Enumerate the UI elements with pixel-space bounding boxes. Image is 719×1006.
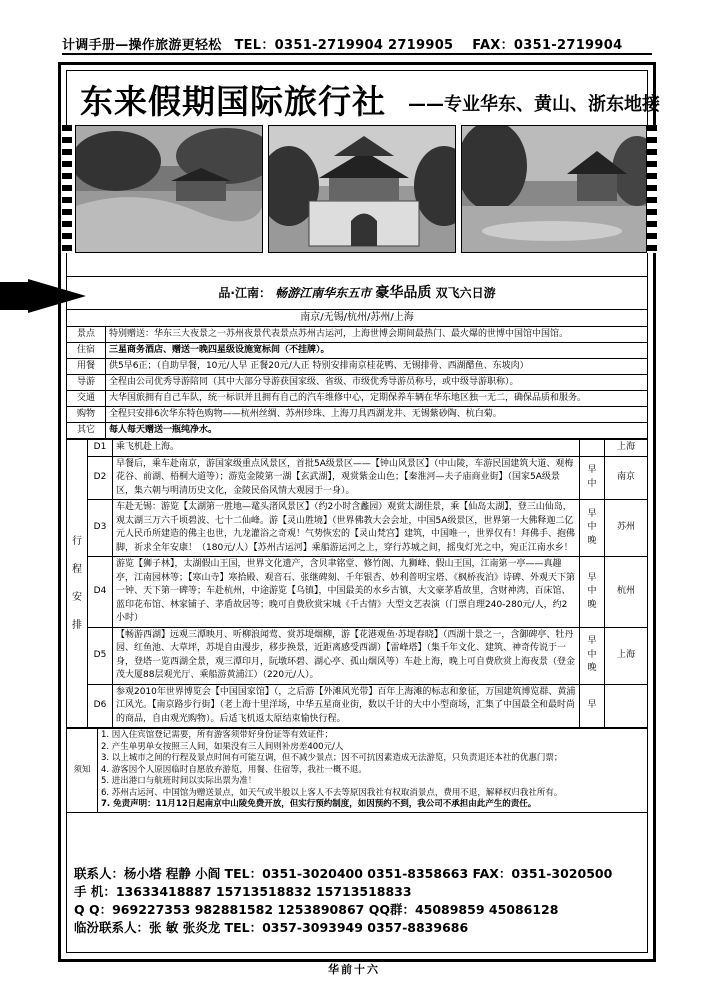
note-item: 3. 以上城市之间的行程及景点时间有可能互调，但不减少景点；因不可抗因素造成无法游览，只负责退还本社的优惠门票； (101, 753, 563, 763)
schedule-row (67, 456, 648, 500)
day-city (605, 684, 648, 728)
day-number: D6 (88, 684, 113, 728)
info-label: 其它 (67, 423, 106, 439)
day-number: D1 (88, 440, 113, 457)
info-label: 交通 (67, 391, 106, 407)
tour-section (66, 276, 648, 813)
top-rule (62, 53, 652, 55)
tour-route: 南京/无锡/杭州/苏州/上海 (300, 312, 414, 323)
day-meals (580, 440, 605, 457)
note-item: 7. 免责声明：11月12日起南京中山陵免费开放，但实行预约制度，如因预约不到，我公司不承担由此产生的责任。 (101, 799, 537, 809)
schedule-row (67, 557, 648, 628)
info-label: 导游 (67, 375, 106, 391)
note-item: 5. 进出港口与航班时间以实际出票为准！ (101, 776, 257, 786)
schedule-row (67, 500, 648, 557)
day-meals: 早 中 晚 (580, 557, 605, 628)
info-row (67, 343, 648, 359)
header-fax: FAX：0351-2719904 (472, 38, 623, 53)
contact-line: 临汾联系人：张 敏 张炎龙 TEL：0357-3093949 0357-8839686 (74, 920, 469, 935)
schedule-table (66, 439, 648, 728)
day-meals: 早 中 晚 (580, 627, 605, 684)
info-label: 景点 (67, 327, 106, 343)
schedule-row (67, 627, 648, 684)
contact-block (74, 865, 612, 937)
day-itinerary: 车赴无锡：游览【太湖第一胜地—鼋头渚风景区】（约2小时含蠡园）观赏太湖佳景，乘【仙岛太湖】，登三山仙岛，观太湖三万六千顷碧波、七十二仙峰。游【灵山胜境】（世界佛教大会会址，中国5A级景区，世界第一大佛释迦二亿元人民币所建造的佛主也世，九龙灌浴之奇观！气势恢宏的【灵山梵宫】建筑，中国唯一，世界仅有！拜佛手、抱佛脚，祈求全年安康！（180元/人）【苏州古运河】乘船游运河之上，穿行苏城之间，摇曳灯光之中，宛正江南水乡！ (113, 500, 580, 557)
schedule-row (67, 440, 648, 457)
note-item: 1. 因入住宾馆登记需要，所有游客须带好身份证等有效证件； (101, 730, 333, 740)
day-meals: 早 中 晚 (580, 500, 605, 557)
pavilion-pond-photo (461, 125, 647, 253)
city-gate-tower-photo (268, 125, 456, 253)
day-city: 上海 (605, 627, 648, 684)
agency-tagline: ——专业华东、黄山、浙东地接 (408, 94, 660, 115)
day-number: D4 (88, 557, 113, 628)
info-text: 每人每天赠送一瓶纯净水。 (106, 423, 648, 439)
day-itinerary: 早餐后，乘车赴南京，游国家级重点风景区，首批5A级景区——【钟山风景区】（中山陵，车游民国建筑大道、观梅花谷、前湖、梧桐大道等）；游览金陵第一湖【玄武湖】，观赏紫金山色；【秦淮河—夫子庙商业街】（国家5A级景区，集六朝与明清历史文化，金陵民俗风情大观园于一身）。 (113, 456, 580, 500)
header-tel: TEL：0351-2719904 2719905 (234, 38, 454, 53)
info-row (67, 375, 648, 391)
info-row (67, 327, 648, 343)
info-row (67, 359, 648, 375)
day-city: 苏州 (605, 500, 648, 557)
info-row (67, 407, 648, 423)
top-banner (62, 34, 652, 52)
day-number: D2 (88, 456, 113, 500)
film-strip-right (647, 125, 657, 253)
info-label: 用餐 (67, 359, 106, 375)
day-itinerary: 游览【狮子林】，太湖假山王国，世界文化遗产，含贝聿铭堂、修竹阁、九狮峰、假山王国，江南第一亭——真趣亭，江南园林等；【寒山寺】寒拾殿、观音石、张继碑刻、千年银杏、妙利普明宝塔、《枫桥夜泊》诗碑、外观天下第一钟、天下第一碑等；车赴杭州，中途游览【乌镇】，中国最美的水乡古镇，大文豪茅盾故里，含财神湾、百床馆、蓝印花布馆、林家铺子、茅盾故居等；晚可自费欣赏宋城《千古情》大型文艺表演（门票自理240-280元/人，约2小时） (113, 557, 580, 628)
day-meals: 早 中 (580, 456, 605, 500)
film-strip-left (62, 125, 72, 253)
day-number: D3 (88, 500, 113, 557)
info-label: 购物 (67, 407, 106, 423)
contact-line: 手 机：13633418887 15713518832 15713518833 (74, 884, 412, 899)
info-label: 住宿 (67, 343, 106, 359)
note-item: 6. 苏州古运河、中国馆为赠送景点，如天气或半般以上客人不去等原因我社有权取消景点，费用不退，解释权归我社所有。 (101, 787, 563, 798)
info-row (67, 423, 648, 439)
contact-line: Q Q：969227353 982881582 1253890867 QQ群：45089859 45086128 (74, 902, 559, 917)
contact-line: 联系人：杨小塔 程静 小阎 TEL：0351-3020400 0351-8358663 FAX：0351-3020500 (74, 866, 613, 881)
notes-list (98, 729, 648, 813)
notes-table (66, 728, 648, 813)
garden-lake-photo (75, 125, 263, 253)
info-text: 三星商务酒店、赠送一晚四星级设施宽标间（不挂牌）。 (106, 343, 648, 359)
note-item: 4. 游客因个人原因临时自愿放弃游览，用餐、住宿等，我社一概不退。 (101, 764, 367, 775)
info-text: 大华国旅拥有自己车队，统一标识并且拥有自己的汽车维修中心，定期保养车辆在华东地区独一无二，确保品质和服务。 (106, 391, 648, 407)
day-city: 上海 (605, 440, 648, 457)
info-text: 供5早6正；（自助早餐，10元/人早 正餐20元/人正 特别安排南京桂花鸭、无锡排骨、西湖醋鱼、东坡肉） (106, 359, 648, 375)
info-text: 全程只安排6次华东特色购物——杭州丝绸、苏州珍珠、上海刀具西湖龙井、无锡紫砂陶、杭白菊。 (106, 407, 648, 423)
info-row (67, 391, 648, 407)
day-itinerary: 乘飞机赴上海。 (113, 440, 580, 457)
page-footer: 华前十六 (328, 963, 380, 976)
info-table (66, 326, 648, 439)
schedule-row (67, 684, 648, 728)
slogan: 计调手册—操作旅游更轻松 (62, 38, 222, 53)
tour-title: 品·江南： 畅游江南华东五市 豪华品质 双飞六日游 (66, 276, 648, 310)
day-itinerary: 参观2010年世界博览会【中国国家馆】（，之后游【外滩风光带】百年上海滩的标志和象征，万国建筑博览群、黄浦江风光。【南京路步行街】（老上海十里洋场，中华五星商业街，数以千计的大中小型商场，汇集了中国最全和最时尚的商品，自由观光购物）。后适飞机返太原结束愉快行程。 (113, 684, 580, 728)
info-text: 特别赠送：华东三大夜景之一苏州夜景代表景点苏州古运河，上海世博会期间最热门、最火爆的世博中国馆中国馆。 (106, 327, 648, 343)
notes-label: 须知 (67, 729, 98, 813)
day-number: D5 (88, 627, 113, 684)
day-city: 南京 (605, 456, 648, 500)
day-city: 杭州 (605, 557, 648, 628)
day-itinerary: 【畅游西湖】远观三潭映月、听柳浪闻莺、赏苏堤烟柳，游【花港观鱼·苏堤春晓】（西湖十景之一，含御碑亭、牡丹园、红鱼池、大草坪，苏堤自由漫步，移步换景，近距离感受西湖）【雷峰塔】（集千年文化、建筑、神奇传说于一身，登塔一览西湖全景，观三潭印月，阮墩环碧、湖心亭、孤山烟风等）车赴上海，晚上可自费欣赏上海夜景（登金茂大厦88层观光厅、乘船游黄浦江）（220元/人）。 (113, 627, 580, 684)
info-text: 全程由公司优秀导游陪同（其中大部分导游获国家级、省级、市级优秀导游员称号，或中级导游职称）。 (106, 375, 648, 391)
day-meals: 早 (580, 684, 605, 728)
note-item: 2. 产生单男单女按照三人间，如果没有三人间则补房差400元/人 (101, 741, 344, 752)
section-marker-bar (0, 282, 30, 310)
agency-name: 东来假期国际旅行社 (80, 82, 386, 121)
schedule-side-label: 行 程 安 排 (67, 440, 88, 728)
